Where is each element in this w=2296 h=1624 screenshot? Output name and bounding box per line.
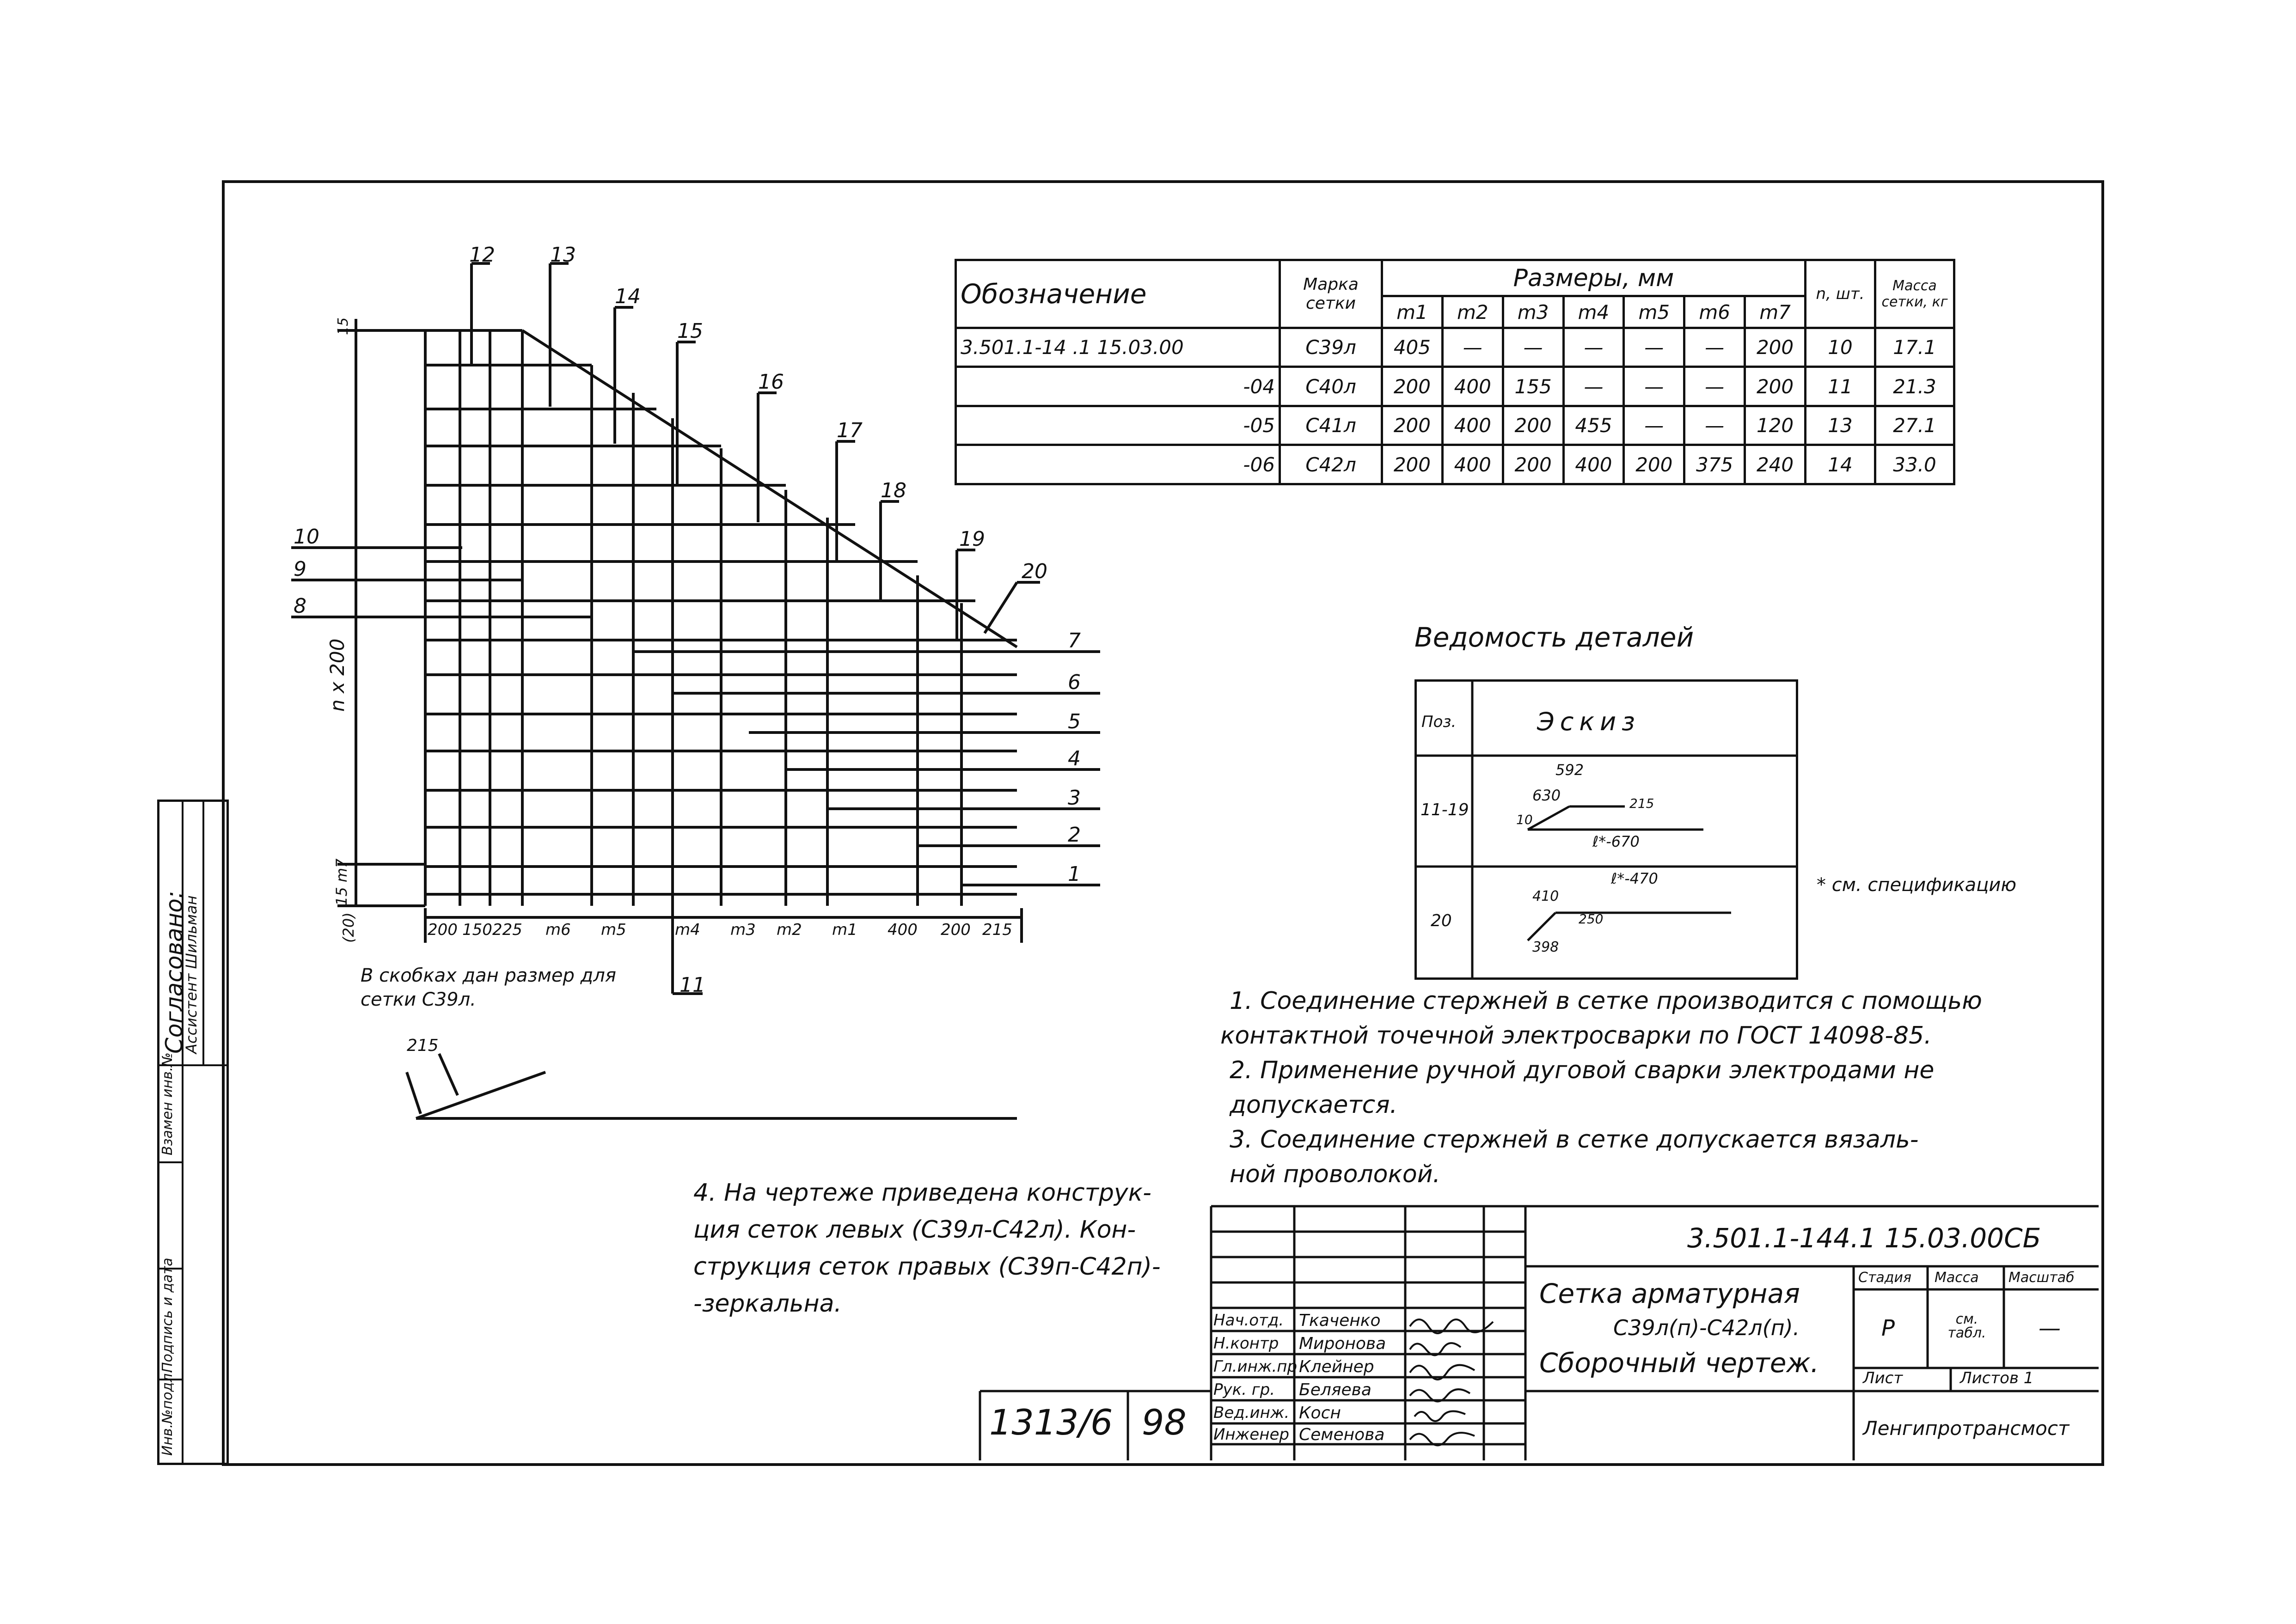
dim-bottom-4: m6: [545, 921, 571, 939]
callout-7: 7: [1068, 629, 1081, 653]
note-2b: допускается.: [1230, 1091, 1398, 1119]
header-designation: Обозначение: [956, 260, 1280, 328]
staff-role-2: Н.контр: [1213, 1334, 1279, 1353]
staff-name-1: Ткаченко: [1299, 1311, 1381, 1330]
note-4c: струкция сеток правых (С39п-С42п)-: [693, 1253, 1161, 1281]
detail2-dim-4: 250: [1579, 911, 1604, 927]
header-m5: m5: [1624, 296, 1684, 328]
staff-name-6: Семенова: [1299, 1425, 1385, 1444]
row-designation: 3.501.1-14 .1 15.03.00: [956, 328, 1280, 367]
staff-role-5: Вед.инж.: [1213, 1404, 1290, 1422]
callout-17: 17: [837, 419, 863, 442]
note-3b: ной проволокой.: [1230, 1160, 1441, 1188]
header-m6: m6: [1684, 296, 1745, 328]
details-footnote: * см. спецификацию: [1817, 874, 2017, 896]
row-n: 14: [1806, 445, 1875, 484]
organization: Ленгипротрансмост: [1863, 1417, 2069, 1440]
note-4d: -зеркальна.: [693, 1290, 842, 1318]
row-m6: —: [1684, 328, 1745, 367]
signature-1: [1410, 1319, 1493, 1333]
callout-6: 6: [1068, 671, 1081, 694]
row-m7: 200: [1745, 328, 1806, 367]
row-m1: 200: [1382, 367, 1443, 406]
header-sizes: Размеры, мм: [1382, 260, 1806, 296]
row-m7: 240: [1745, 445, 1806, 484]
row-m4: —: [1563, 328, 1624, 367]
detail1-dim-4: 10: [1516, 812, 1533, 827]
dim-bottom-6: m4: [675, 921, 700, 939]
stage-label: Стадия: [1858, 1270, 1912, 1286]
sheet-label: Лист: [1863, 1369, 1903, 1387]
dim-bottom-2: 150: [462, 921, 492, 939]
drawing-code: 3.501.1-144.1 15.03.00СБ: [1687, 1222, 2041, 1254]
details-col-pos: Поз.: [1421, 713, 1457, 731]
detail1-dim-2: 630: [1532, 787, 1561, 804]
details-title: Ведомость деталей: [1414, 622, 1694, 653]
detail2-dim-1: ℓ*-470: [1611, 870, 1658, 887]
dim-bottom-1: 200: [428, 921, 458, 939]
row-n: 10: [1806, 328, 1875, 367]
detail1-dim-5: ℓ*-670: [1592, 833, 1640, 850]
dim-top-left: 15: [335, 317, 351, 335]
callout-15: 15: [677, 319, 703, 343]
dim-bottom-7: m3: [730, 921, 756, 939]
signature-2: [1410, 1343, 1461, 1355]
header-count: n, шт.: [1806, 260, 1875, 328]
dim-bottom-3: 225: [492, 921, 522, 939]
bracket-note: В скобках дан размер для сетки С39л.: [361, 965, 616, 1010]
dim-left-main: n x 200: [326, 638, 349, 712]
callout-10: 10: [294, 525, 319, 549]
row-m6: —: [1684, 367, 1745, 406]
row-mark: С41л: [1280, 406, 1382, 445]
header-mass: Масса сетки, кг: [1875, 260, 1954, 328]
staff-name-4: Беляева: [1299, 1380, 1371, 1399]
signature-5: [1414, 1411, 1465, 1421]
row-m5: —: [1624, 328, 1684, 367]
side-inv-orig: Инв.№подл.: [159, 1369, 176, 1456]
callout-11: 11: [680, 973, 705, 997]
title-name-1: Сетка арматурная: [1539, 1278, 1800, 1309]
dim-bottom-8: m2: [777, 921, 802, 939]
note-4a: 4. На чертеже приведена конструк-: [693, 1179, 1151, 1207]
row-mass: 17.1: [1875, 328, 1954, 367]
row-n: 11: [1806, 367, 1875, 406]
dim-bottom-5: m5: [601, 921, 626, 939]
callout-16: 16: [758, 370, 784, 394]
row-mark: С39л: [1280, 328, 1382, 367]
row-mark: С40л: [1280, 367, 1382, 406]
row-m5: —: [1624, 367, 1684, 406]
row-m3: 200: [1503, 445, 1563, 484]
callout-18: 18: [881, 479, 906, 502]
signature-4: [1410, 1389, 1470, 1401]
dim-bottom-12: 215: [982, 921, 1012, 939]
page-number: 98: [1142, 1402, 1187, 1443]
callout-1: 1: [1068, 862, 1081, 886]
row-m1: 405: [1382, 328, 1443, 367]
staff-role-3: Гл.инж.пр: [1213, 1357, 1298, 1376]
header-mark: Марка сетки: [1280, 260, 1382, 328]
callout-19: 19: [959, 527, 985, 551]
dim-bottom-10: 400: [888, 921, 918, 939]
row-m4: —: [1563, 367, 1624, 406]
dim-bottom-11: 200: [941, 921, 971, 939]
row-m2: 400: [1442, 367, 1503, 406]
dim-left-paren: (20): [340, 912, 357, 943]
callout-3: 3: [1068, 786, 1081, 810]
row-m4: 400: [1563, 445, 1624, 484]
row-m5: 200: [1624, 445, 1684, 484]
side-agreed: Согласовано:: [161, 891, 188, 1054]
mass-value: см. табл.: [1947, 1311, 1986, 1341]
scale-label: Масштаб: [2008, 1270, 2075, 1286]
detail2-dim-2: 410: [1532, 888, 1559, 904]
row-designation: -06: [956, 445, 1280, 484]
header-m3: m3: [1503, 296, 1563, 328]
signature-3: [1410, 1365, 1475, 1380]
note-3a: 3. Соединение стержней в сетке допускается вязаль-: [1230, 1126, 1919, 1154]
callout-9: 9: [294, 557, 306, 581]
row-m3: 200: [1503, 406, 1563, 445]
callout-2: 2: [1068, 823, 1081, 847]
header-m1: m1: [1382, 296, 1443, 328]
row-m5: —: [1624, 406, 1684, 445]
row-m2: —: [1442, 328, 1503, 367]
header-m7: m7: [1745, 296, 1806, 328]
header-m4: m4: [1563, 296, 1624, 328]
detail1-dim-3: 215: [1629, 796, 1654, 811]
note-1b: контактной точечной электросварки по ГОСТ 14098-85.: [1220, 1022, 1932, 1050]
staff-role-1: Нач.отд.: [1213, 1311, 1284, 1330]
row-m2: 400: [1442, 445, 1503, 484]
note-2a: 2. Применение ручной дуговой сварки электродами не: [1230, 1056, 1935, 1084]
side-replace: Взамен инв.№: [159, 1052, 176, 1155]
archive-number: 1313/6: [989, 1402, 1113, 1443]
signature-6: [1410, 1433, 1475, 1445]
callout-4: 4: [1068, 747, 1081, 770]
row-designation: -05: [956, 406, 1280, 445]
row-m4: 455: [1563, 406, 1624, 445]
callout-14: 14: [615, 285, 641, 308]
details-col-sketch: Эскиз: [1537, 707, 1641, 736]
row-n: 13: [1806, 406, 1875, 445]
dim-left-small: 15 m7: [333, 858, 350, 906]
row-m1: 200: [1382, 406, 1443, 445]
row-mass: 27.1: [1875, 406, 1954, 445]
staff-name-5: Косн: [1299, 1404, 1341, 1423]
staff-name-3: Клейнер: [1299, 1357, 1374, 1376]
detail2-dim-3: 398: [1532, 939, 1559, 955]
mass-label: Масса: [1935, 1270, 1979, 1286]
row-m1: 200: [1382, 445, 1443, 484]
scale-value: —: [2039, 1315, 2061, 1341]
row-mass: 21.3: [1875, 367, 1954, 406]
row-mass: 33.0: [1875, 445, 1954, 484]
callout-12: 12: [469, 243, 495, 267]
row-m2: 400: [1442, 406, 1503, 445]
note-4b: ция сеток левых (С39л-С42л). Кон-: [693, 1216, 1136, 1244]
sheets-label: Листов 1: [1960, 1369, 2034, 1387]
row-m6: 375: [1684, 445, 1745, 484]
row-m3: 155: [1503, 367, 1563, 406]
row-mark: С42л: [1280, 445, 1382, 484]
title-name-2: С39л(п)-С42л(п).: [1613, 1315, 1800, 1340]
detail-dim: 215: [407, 1036, 439, 1055]
callout-5: 5: [1068, 710, 1081, 733]
note-1a: 1. Соединение стержней в сетке производится с помощью: [1230, 987, 1982, 1015]
dim-bottom-9: m1: [832, 921, 857, 939]
details-pos-1: 11-19: [1420, 800, 1469, 819]
callout-13: 13: [550, 243, 576, 267]
stage-value: Р: [1881, 1315, 1895, 1341]
row-designation: -04: [956, 367, 1280, 406]
side-person-1: Ассистент Шильман: [183, 895, 200, 1054]
row-m7: 120: [1745, 406, 1806, 445]
header-m2: m2: [1442, 296, 1503, 328]
callout-20: 20: [1022, 560, 1047, 583]
row-m7: 200: [1745, 367, 1806, 406]
details-pos-2: 20: [1431, 911, 1452, 930]
side-sign-date: Подпись и дата: [159, 1258, 176, 1373]
row-m3: —: [1503, 328, 1563, 367]
title-name-3: Сборочный чертеж.: [1539, 1347, 1819, 1379]
staff-role-6: Инженер: [1213, 1425, 1289, 1444]
detail1-dim-1: 592: [1555, 761, 1584, 779]
staff-name-2: Миронова: [1299, 1334, 1386, 1353]
row-m6: —: [1684, 406, 1745, 445]
staff-role-4: Рук. гр.: [1213, 1380, 1275, 1399]
callout-8: 8: [294, 594, 306, 618]
